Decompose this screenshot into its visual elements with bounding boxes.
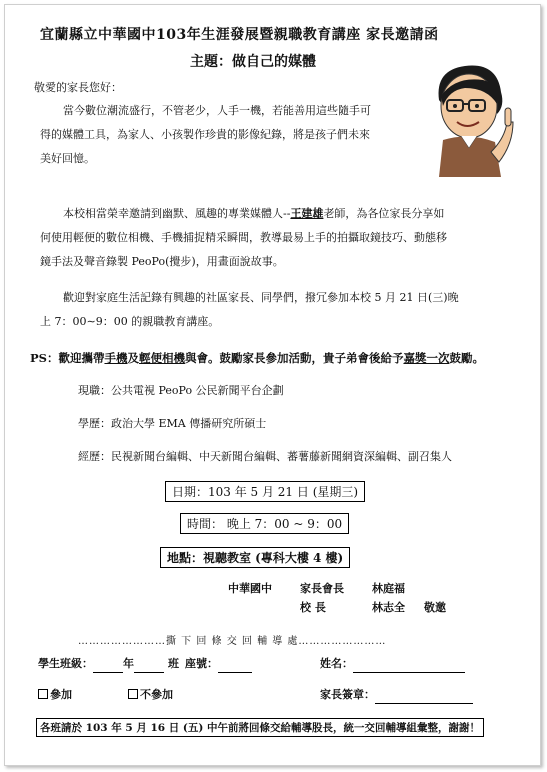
ps-note xyxy=(30,350,484,367)
reply-class-row xyxy=(38,656,252,673)
ps-text: PS：歡迎攜帶 xyxy=(30,351,105,365)
event-time: 時間： 晚上 7：00 ~ 9：00 xyxy=(180,513,349,534)
speaker-caricature-illustration xyxy=(425,62,517,177)
para2-line2: 何使用輕便的數位相機、手機捕捉精采瞬間，教導最易上手的拍攝取鏡技巧、動態移 xyxy=(40,231,447,244)
not-attend-label: 不參加 xyxy=(140,688,173,701)
parent-signature-blank[interactable] xyxy=(375,703,473,704)
speaker-name: 王建雄 xyxy=(290,207,324,220)
ps-text: 鼓勵。 xyxy=(449,351,484,365)
bio-experience: 經歷：民視新聞台編輯、中天新聞台編輯、蕃薯藤新聞網資深編輯、副召集人 xyxy=(78,450,452,463)
bio-education: 學歷：政治大學 EMA 傳播研究所碩士 xyxy=(78,417,267,430)
greeting: 敬愛的家長您好： xyxy=(34,81,122,94)
ps-text: 及 xyxy=(127,351,139,365)
para2-line1 xyxy=(63,206,444,223)
para3-line2: 上 7：00∼9：00 的親職教育講座。 xyxy=(40,315,220,328)
parent-signature-label: 家長簽章： xyxy=(320,688,375,701)
signature-parent-name: 林庭福 xyxy=(372,582,405,595)
signature-school: 中華國中 xyxy=(228,582,272,595)
document-subtitle: 主題：做自己的媒體 xyxy=(190,54,316,70)
not-attend-checkbox[interactable] xyxy=(128,689,138,699)
class-label: 學生班級： xyxy=(38,657,93,670)
name-blank[interactable] xyxy=(353,672,465,673)
attend-label: 參加 xyxy=(50,688,72,701)
grade-blank[interactable] xyxy=(93,672,123,673)
attend-checkbox[interactable] xyxy=(38,689,48,699)
para1-line2: 得的媒體工具，為家人、小孩製作珍貴的影像紀錄，將是孩子們未來 xyxy=(40,128,370,141)
event-date: 日期：103 年 5 月 21 日 (星期三) xyxy=(165,481,365,502)
signature-principal-name: 林志全 xyxy=(372,601,405,614)
ps-emphasis: 手機 xyxy=(104,351,128,365)
class-suffix: 班 xyxy=(168,657,179,670)
name-label: 姓名： xyxy=(320,657,353,670)
signature-principal-title: 校 長 xyxy=(300,601,326,614)
signature-closing: 敬邀 xyxy=(424,601,446,614)
footer-notice: 各班請於 103 年 5 月 16 日 (五) 中午前將回條交給輔導股長，統一交回輔導組彙整，謝謝！ xyxy=(36,718,484,737)
para3-line1: 歡迎對家庭生活記錄有興趣的社區家長、同學們，撥冗參加本校 5 月 21 日(三)晚 xyxy=(63,291,459,304)
para2-text: 老師，為各位家長分享如 xyxy=(323,207,445,220)
ps-text: 與會。鼓勵家長參加活動，貴子弟會後給予 xyxy=(184,351,404,365)
reply-name-row xyxy=(320,656,465,673)
document-title: 宜蘭縣立中華國中103年生涯發展暨親職教育講座 家長邀請函 xyxy=(40,27,439,43)
reply-cut-line: ……………………撕 下 回 條 交 回 輔 導 處…………………… xyxy=(78,636,387,647)
seat-label: 座號： xyxy=(185,657,218,670)
class-blank[interactable] xyxy=(134,672,164,673)
not-attend-option[interactable] xyxy=(128,687,173,704)
attend-option[interactable] xyxy=(38,687,72,704)
para1-line1: 當今數位潮流盛行，不管老少，人手一機，若能善用這些隨手可 xyxy=(63,104,371,117)
ps-emphasis: 嘉獎一次 xyxy=(403,351,450,365)
signature-parent-title: 家長會長 xyxy=(300,582,344,595)
parent-signature-row xyxy=(320,687,473,704)
para2-line3: 鏡手法及聲音錄製 PeoPo(攪步)，用畫面說故事。 xyxy=(40,255,284,268)
seat-blank[interactable] xyxy=(218,672,252,673)
year-suffix: 年 xyxy=(123,657,134,670)
ps-emphasis: 輕便相機 xyxy=(138,351,185,365)
bio-current-position: 現職：公共電視 PeoPo 公民新聞平台企劃 xyxy=(78,384,284,397)
para1-line3: 美好回憶。 xyxy=(40,152,95,165)
event-place: 地點：視聽教室 (專科大樓 4 樓) xyxy=(160,547,350,568)
para2-text: 本校相當榮幸邀請到幽默、風趣的專業媒體人-- xyxy=(63,207,291,220)
